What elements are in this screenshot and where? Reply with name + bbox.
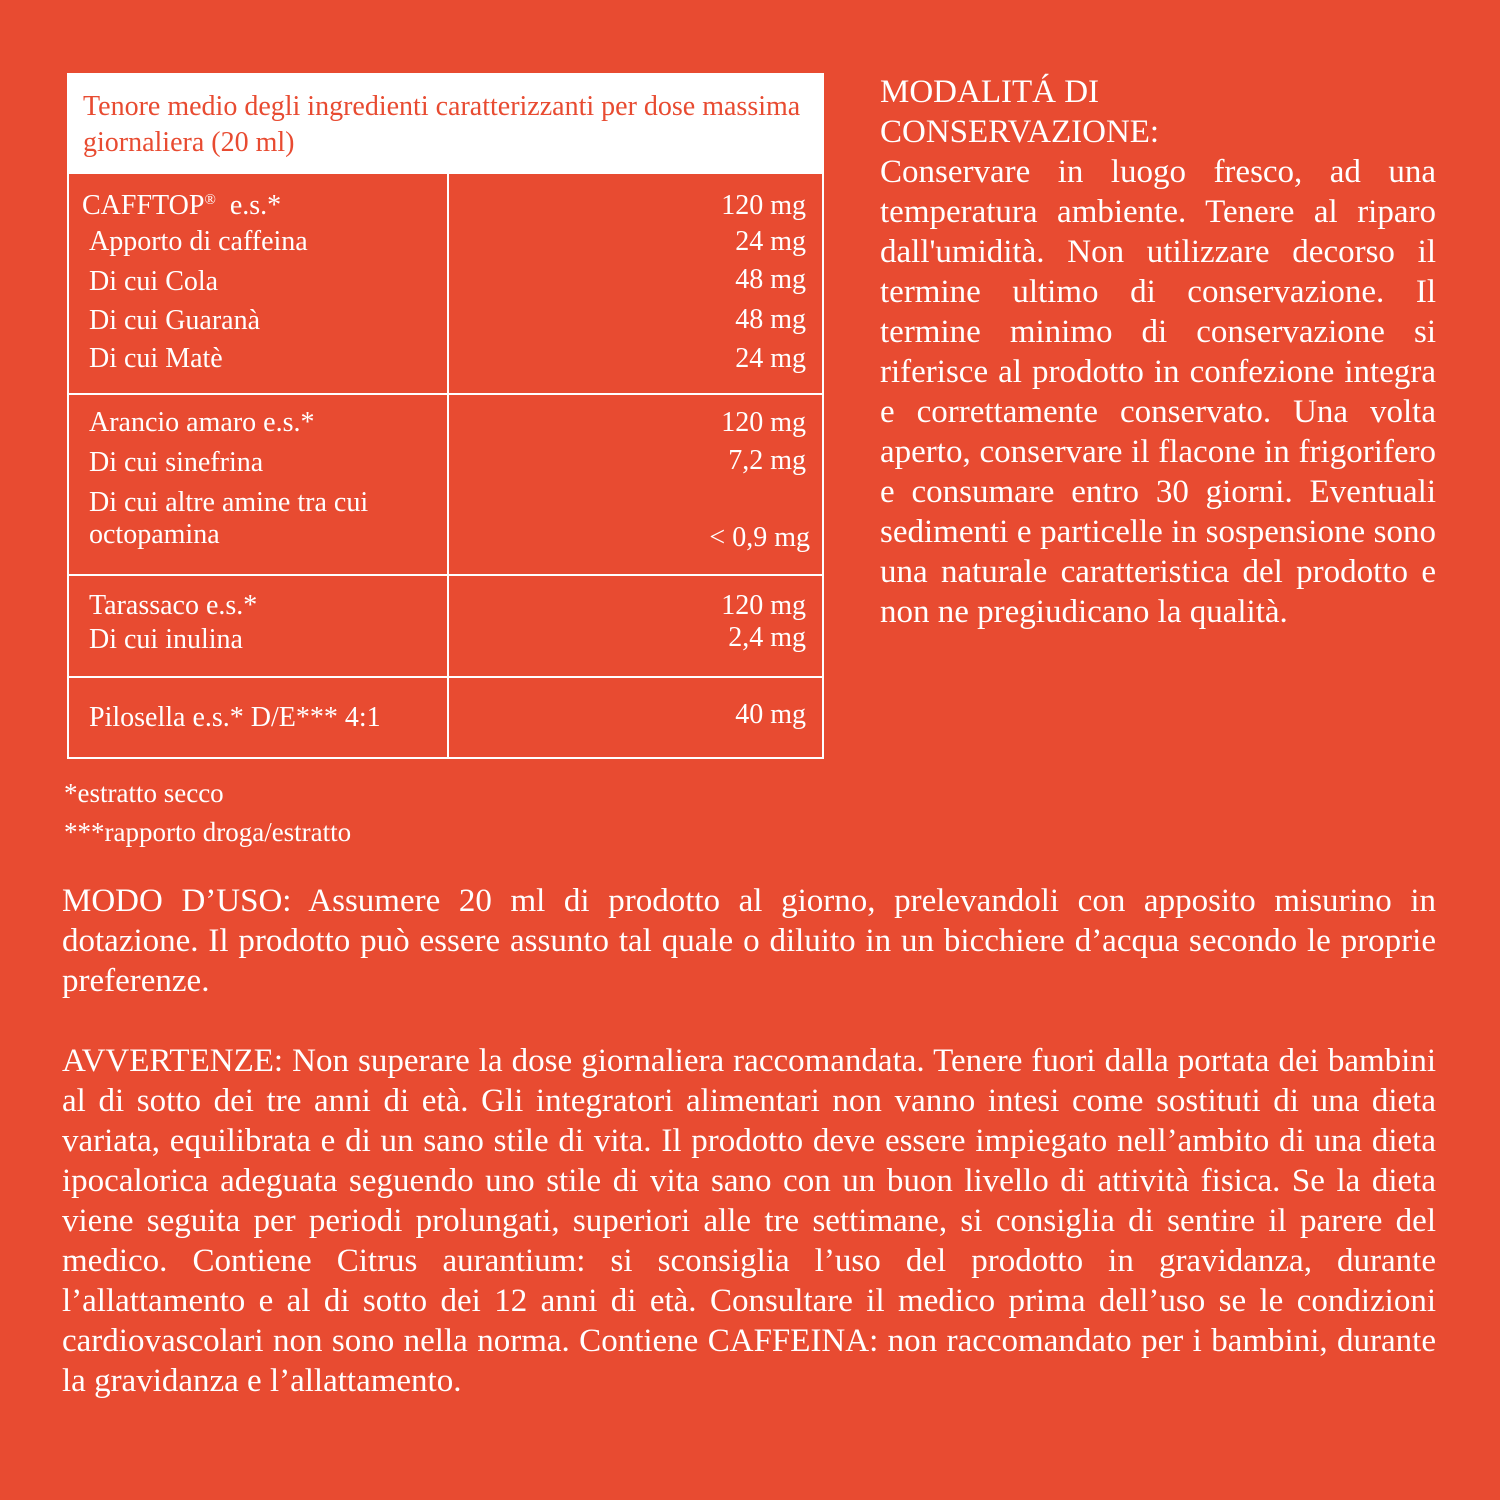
ingredient-name: Di cui Matè: [89, 343, 223, 374]
ingredient-name: Di cui inulina: [89, 624, 243, 655]
ingredient-value: 120 mg: [721, 590, 806, 621]
modo-uso-section: [62, 881, 1436, 1001]
ingredient-name: Tarassaco e.s.*: [89, 590, 258, 621]
ingredient-value: 24 mg: [735, 226, 806, 257]
footnote-rapporto: ***rapporto droga/estratto: [64, 817, 352, 847]
ingredient-value: 48 mg: [735, 304, 806, 335]
ingredient-name: Di cui Cola: [89, 266, 219, 297]
footnote-estratto: *estratto secco: [64, 778, 224, 808]
ingredient-name: Di cui sinefrina: [89, 447, 264, 478]
conservazione-title-line1: MODALITÁ DI: [880, 74, 1100, 110]
ingredient-name: Di cui Guaranà: [89, 305, 261, 336]
table-group-cafftop: [69, 172, 822, 393]
ingredient-name: CAFFTOP® e.s.*: [82, 190, 282, 221]
modo-uso-text: Assumere 20 ml di prodotto al giorno, prelevandoli con apposito misurino in dotazione. Il prodotto può essere assunto tal quale o diluito in un bicchiere d’acqua secondo le proprie preferenze.: [62, 883, 1436, 999]
avvertenze-section: [62, 1041, 1436, 1401]
column-divider: [447, 174, 449, 393]
ingredient-value: 40 mg: [735, 699, 806, 730]
nutrition-table: [67, 73, 824, 759]
ingredient-value: 2,4 mg: [728, 622, 806, 653]
ingredient-value: 48 mg: [735, 264, 806, 295]
column-divider: [447, 576, 449, 676]
conservazione-title-line2: CONSERVAZIONE:: [880, 114, 1160, 150]
avvertenze-label: AVVERTENZE:: [62, 1043, 284, 1079]
table-group-pilosella: [69, 676, 822, 757]
conservazione-text: Conservare in luogo fresco, ad una temperatura ambiente. Tenere al riparo dall'umidità. Non utilizzare decorso il termine ultimo di conservazione. Il termine minimo di conservazione si riferisce al prodotto in confezione integra e correttamente conservato. Una volta aperto, conservare il flacone in frigorifero e consumare entro 30 giorni. Eventuali sedimenti e particelle in sospensione sono una naturale caratteristica del prodotto e non ne pregiudicano la qualità.: [880, 154, 1436, 630]
modo-uso-label: MODO D’USO:: [62, 883, 292, 919]
avvertenze-text: Non superare la dose giornaliera raccomandata. Tenere fuori dalla portata dei bambini al di sotto dei tre anni di età. Gli integratori alimentari non vanno intesi come sostituti di una dieta variata, equilibrata e di un sano stile di vita. Il prodotto deve essere impiegato nell’ambito di una dieta ipocalorica adeguata seguendo uno stile di vita sano con un buon livello di attività fisica. Se la dieta viene seguita per periodi prolungati, superiori alle tre settimane, si consiglia di sentire il parere del medico. Contiene Citrus aurantium: si sconsiglia l’uso del prodotto in gravidanza, durante l’allattamento e al di sotto dei 12 anni di età. Consultare il medico prima dell’uso se le condizioni cardiovascolari non sono nella norma. Contiene CAFFEINA: non raccomandato per i bambini, durante la gravidanza e l’allattamento.: [62, 1043, 1436, 1399]
table-header: Tenore medio degli ingredienti caratterizzanti per dose massima giornaliera (20 ml): [69, 75, 822, 172]
conservazione-section: [880, 72, 1436, 632]
ingredient-name: Pilosella e.s.* D/E*** 4:1: [89, 702, 381, 733]
column-divider: [447, 678, 449, 757]
ingredient-name: Apporto di caffeina: [89, 226, 308, 257]
ingredient-name: Arancio amaro e.s.*: [89, 407, 315, 438]
ingredient-value: 7,2 mg: [728, 445, 806, 476]
column-divider: [447, 395, 449, 574]
ingredient-value: 24 mg: [735, 343, 806, 374]
ingredient-name: octopamina: [89, 519, 220, 550]
table-group-arancio: [69, 393, 822, 574]
ingredient-value: 120 mg: [721, 407, 806, 438]
ingredient-value: 120 mg: [721, 190, 806, 221]
ingredient-value: < 0,9 mg: [709, 522, 810, 553]
table-group-tarassaco: [69, 574, 822, 676]
ingredient-name: Di cui altre amine tra cui: [89, 487, 369, 518]
